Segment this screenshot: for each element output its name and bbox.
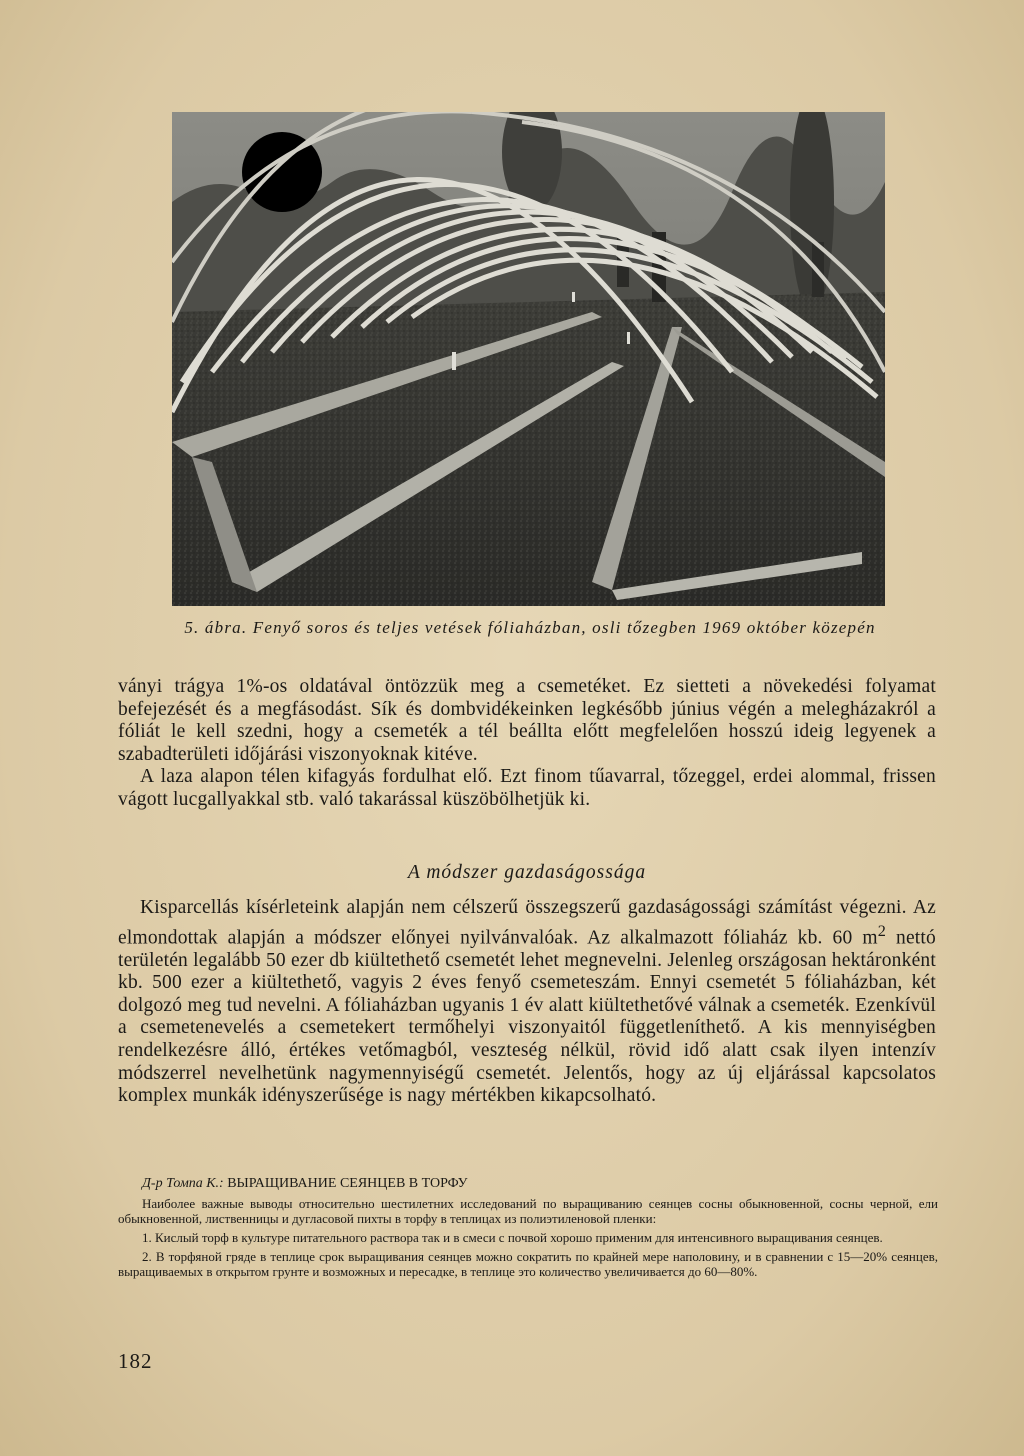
summary-item-2: 2. В торфяной гряде в теплице срок выращивания сеянцев можно сократить по крайней мере наполовину, и в сравнении с 15—20% сеянцев, выращиваемых в открытом грунте и возможных и пересадке, в теплице это количество увеличивается до 60—80%. xyxy=(118,1249,938,1279)
figure-caption-text: Fenyő soros és teljes vetések fóliaházban, osli tőzegben 1969 október közepén xyxy=(252,618,876,637)
page-number: 182 xyxy=(118,1349,153,1373)
summary-intro: Наиболее важные выводы относительно шестилетних исследований по выращиванию сеянцев сосны обыкновенной, сосны черной, ели обыкновенной, лиственницы и дугласовой пихты в торфу в теплицах из полиэтиленовой пленки: xyxy=(118,1196,938,1226)
paragraph-3-part-b: nettó területén legalább 50 ezer db kiültethető csemetét lehet megnevelni. Jelenleg országosan hektáronként kb. 500 ezer a kiültethető, vagyis 2 éves fenyő csemeteszám. Ennyi csemetét 5 fóliaházban, két dolgozó meg tud nevelni. A fóliaházban ugyanis 1 év alatt kiültethetővé válnak a csemeték. Ezenkívül a csemetenevelés a csemetekert termőhelyi viszonyaitól függetleníthető. A kis mennyiségben rendelkezésre álló, értékes vetőmagból, veszteség nélkül, rövid idő alatt csak ilyen intenzív módszerrel nevelhetünk nagymennyiségű csemetét. Jelentős, hogy az új eljárással kapcsolatos komplex munkák idényszerűsége is nagy mértékben kikapcsolható. xyxy=(118,927,936,1107)
body-text-main xyxy=(118,897,936,1108)
summary-title: ВЫРАЩИВАНИЕ СЕЯНЦЕВ В ТОРФУ xyxy=(227,1176,468,1191)
superscript: 2 xyxy=(877,921,887,940)
paragraph-3 xyxy=(118,897,936,1108)
figure-caption-number: 5. ábra. xyxy=(184,618,248,637)
summary-title-line xyxy=(118,1176,938,1191)
paragraph-1: ványi trágya 1%-os oldatával öntözzük meg a csemetéket. Ez sietteti a növekedési folyamat befejezését és a megfásodást. Sík és dombvidékeinken legkésőbb június végén a melegházakról a fóliát le kell szedni, hogy a csemeték a tél beállta előtt megfelelően hosszú ideig legyenek a szabadterületi időjárási viszonyoknak kitéve. xyxy=(118,676,936,765)
summary-author: Д-р Томпа К.: xyxy=(142,1176,224,1191)
summary-item-1: 1. Кислый торф в культуре питательного раствора так и в смеси с почвой хорошо применим для интенсивного выращивания сеянцев. xyxy=(142,1230,883,1245)
figure-caption xyxy=(150,617,910,638)
russian-summary xyxy=(118,1176,938,1283)
body-text-top xyxy=(118,676,936,812)
section-heading: A módszer gazdaságossága xyxy=(407,862,647,883)
paragraph-2: A laza alapon télen kifagyás fordulhat elő. Ezt finom tűavarral, tőzeggel, erdei alommal, frissen vágott lucgallyakkal stb. való takarással küszöbölhetjük ki. xyxy=(118,766,936,810)
greenhouse-photo xyxy=(172,112,885,606)
paragraph-3-part-a: Kisparcellás kísérleteink alapján nem célszerű összegszerű gazdaságossági számítást végezni. Az elmondottak alapján a módszer előnyei nyilvánvalóak. Az alkalmazott fóliaház kb. 60 m xyxy=(118,897,936,949)
